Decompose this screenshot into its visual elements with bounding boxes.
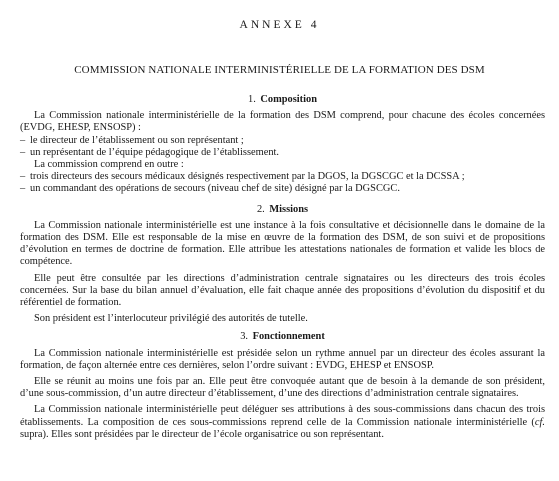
section-composition [20,94,545,196]
section-number: 1. [248,94,256,105]
section-heading [20,331,545,343]
section-fonctionnement [20,331,545,441]
section-missions [20,204,545,326]
dash-list [20,135,545,159]
section-heading [20,94,545,106]
paragraph: Son président est l’interlocuteur privilégié des autorités de tutelle. [34,313,308,325]
section-name: Fonctionnement [252,331,325,343]
document-body [20,94,545,447]
section-number: 2. [256,203,265,215]
paragraph: La Commission nationale interministérielle peut déléguer ses attributions à des sous-commissions dans chacun des trois établissements. La composition de ces sous-commissions reprend celle de la Commission nationale interministérielle (cf. supra). Elles sont présidées par le directeur de l’école organisatrice ou son représentant. [20,404,545,440]
list-item: – un représentant de l’équipe pédagogique de l’établissement. [20,146,279,158]
dash-list [20,171,545,195]
paragraph: La Commission nationale interministérielle de la formation des DSM comprend, pour chacune des écoles concernées (EVDG, EHESP, ENSOSP) : [20,110,545,134]
annex-label: ANNEXE 4 [239,19,320,31]
paragraph: Elle peut être consultée par les directions d’administration centrale signataires ou les directeurs des trois écoles concernées. Sur la base du bilan annuel d’évaluation, elle fait chaque année des propositions d’évolution du dispositif et du référentiel de formation. [20,272,545,309]
paragraph: La Commission nationale interministérielle est présidée selon un rythme annuel par un directeur des écoles assurant la formation, de façon alternée entre ces dernières, selon l’ordre suivant : EVDG, EHESP et ENSOSP. [20,347,545,371]
list-item: – trois directeurs des secours médicaux désignés respectivement par la DGOS, la DGSCGC et la DCSSA ; [20,171,465,183]
section-number: 3. [240,331,249,343]
section-heading [20,204,545,216]
paragraph: Elle se réunit au moins une fois par an. Elle peut être convoquée autant que de besoin à la demande de son président, d’une sous-commission, d’un autre directeur d’établissement, d’une des directions d’administration centrale signataires. [20,376,545,400]
list-item: – le directeur de l’établissement ou son représentant ; [20,134,244,146]
list-item: – un commandant des opérations de secours (niveau chef de site) désigné par la DGSCGC. [20,183,400,195]
section-name: Missions [269,203,309,215]
section-name: Composition [260,94,317,105]
document-title: COMMISSION NATIONALE INTERMINISTÉRIELLE DE LA FORMATION DES DSM [74,64,485,76]
paragraph: La commission comprend en outre : [34,159,184,171]
paragraph: La Commission nationale interministérielle est une instance à la fois consultative et décisionnelle dans le domaine de la formation des DSM. Elle est responsable de la mise en œuvre de la formation des DSM, de son suivi et de propositions d’évolution en termes de doctrine de formation. Elle attribue les attestations nationales de formation et valide les blocs de compétence. [20,219,545,268]
